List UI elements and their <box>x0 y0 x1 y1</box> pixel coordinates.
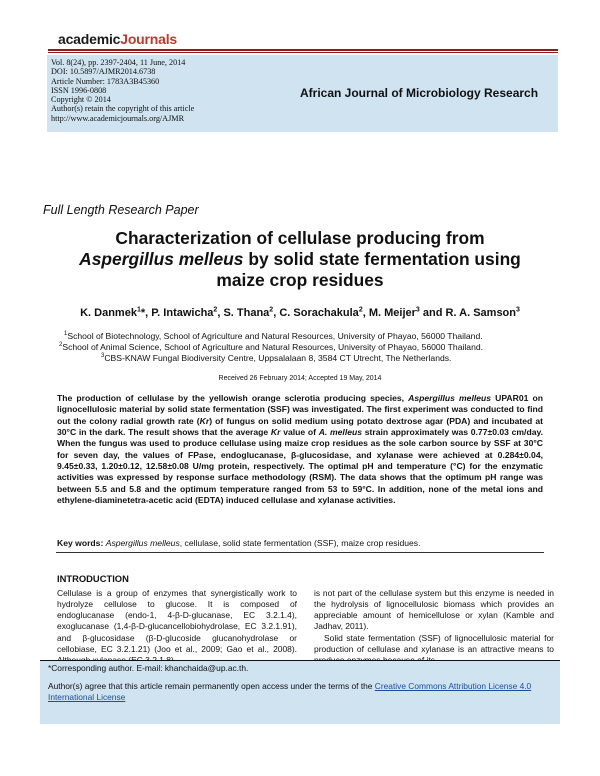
author: M. Meijer$^3$ and <box>368 306 446 319</box>
article-meta <box>51 58 281 123</box>
meta-article-number: Article Number: 1783A3B45360 <box>51 76 160 86</box>
title-species: Aspergillus melleus <box>79 249 244 269</box>
meta-copyright: Copyright © 2014 <box>51 95 111 105</box>
keywords-label: Key words: <box>57 538 104 548</box>
meta-journal-url[interactable]: http://www.academicjournals.org/AJMR <box>51 113 185 123</box>
author: C. Sorachakula$^2$, <box>279 306 369 319</box>
intro-column-left: Cellulase is a group of enzymes that synergistically work to hydrolyze cellulose to glucose. It is composed of endoglucanase (endo-1, 4-β-D-glucanase, EC 3.2.1.4), exoglucanase (1,4-β-D-glucancellobiohydrolase, EC 3.2.1.91), and β-glucosidase (β-D-glucoside glucanohydrolase or cellobiase, EC 3.2.1.21) (Joo et al., 2009; Gao et al., 2008). <box>57 588 297 654</box>
intro-paragraph: is not part of the cellulase system but this enzyme is needed in the hydrolysis of lignocellulosic biomass which provides an appreciable amount of hemicellulose or xylan (Kamble and Jadhav, 2011). <box>314 588 554 632</box>
header-divider <box>48 49 558 51</box>
meta-author-rights: Author(s) retain the copyright of this article <box>51 104 195 114</box>
affiliation-3: $^3$CBS-KNAW Fungal Biodiversity Centre, Uppsalalaan 8, 3584 CT Utrecht, The Netherlands. <box>101 353 452 363</box>
corresponding-author-note: *Corresponding author. E-mail: khanchaida@up.ac.th. <box>48 663 249 673</box>
intro-paragraph: Solid state fermentation (SSF) of lignocellulosic material for production of cellulase and xylanase is an attractive means to <box>314 632 554 654</box>
keywords-divider <box>56 552 544 553</box>
license-note: Author(s) agree that this article remain permanently open access under the terms of the Creative Commons Attribution License 4.0 International License <box>48 681 532 702</box>
publisher-logo <box>58 31 177 47</box>
paper-type: Full Length Research Paper <box>43 203 199 217</box>
affiliation-2: $^2$School of Animal Science, School of Agriculture and Natural Resources, University of Phayao, 56000 Thailand. <box>59 342 484 352</box>
paper-title <box>40 228 560 291</box>
intro-column-right <box>314 588 554 666</box>
logo-text-journals: Journals <box>120 31 177 47</box>
meta-doi[interactable]: DOI: 10.5897/AJMR2014.6738 <box>51 67 156 77</box>
author: K. Danmek$^1$*, <box>80 306 152 319</box>
author: S. Thana$^2$, <box>223 306 280 319</box>
title-line-1: Characterization of cellulase producing from <box>115 228 485 248</box>
journal-title: African Journal of Microbiology Research <box>300 86 539 100</box>
section-heading-introduction: INTRODUCTION <box>57 573 129 584</box>
received-accepted-dates: Received 26 February 2014; Accepted 19 May, 2014 <box>218 375 382 382</box>
abstract: The production of cellulase by the yellowish orange sclerotia producing species, Aspergillus melleus UPAR01 on lignocellulosic material by solid state fermentation (SSF) was investigated. The first experiment was conducted to find out the colony radial growth rate (Kr) of fungus on solid medium using potato dextrose agar (PDA) and incubated at 30°C in the dark. The result shows that the average Kr value of A. melleus strain approximately was 0.77±0.03 cm/day. When the fungus was used to produce cellulase using maize crop residues as the sole carbon source by SSF at 30°C for seven day, the values of FPase, endoglucanase, β-glucosidase, and xylanase were achieved at 0.284±0.04, 9.45±0.33, 1.20±0.12, 12.58±0.08 U/mg protein, respectively. The optimal pH and temperature (°C) for the enzymatic activities was expressed by response surface methodology (RSM). The data shows that the optimum pH range was between 5.5 and 5.8 and the optimum temperature ranged from 53 to 59°C. In addition, none of the metal ions and ethylene-diaminetetra-acetic acid (EDTA) induced cellulase and xylanase activities. <box>57 393 544 506</box>
author: P. Intawicha$^2$, <box>151 306 224 319</box>
title-line-3: maize crop residues <box>216 270 384 290</box>
meta-volume: Vol. 8(24), pp. 2397-2404, 11 June, 2014 <box>51 58 186 67</box>
keywords: Key words: Aspergillus melleus, cellulase, solid state fermentation (SSF), maize crop residues. <box>57 538 421 548</box>
license-link[interactable]: Creative Commons Attribution License 4.0 International License <box>48 681 532 702</box>
affiliation-1: $^1$School of Biotechnology, School of Agriculture and Natural Resources, University of Phayao, 56000 Thailand. <box>64 331 483 341</box>
logo-text-academic: academic <box>58 31 121 47</box>
author-list <box>40 306 560 319</box>
header-divider-thin <box>48 52 558 53</box>
title-line-2-rest: by solid state fermentation using <box>243 249 521 269</box>
author: R. A. Samson$^3$ <box>445 306 520 319</box>
meta-issn: ISSN 1996-0808 <box>51 85 107 95</box>
title-line-2 <box>40 249 560 270</box>
